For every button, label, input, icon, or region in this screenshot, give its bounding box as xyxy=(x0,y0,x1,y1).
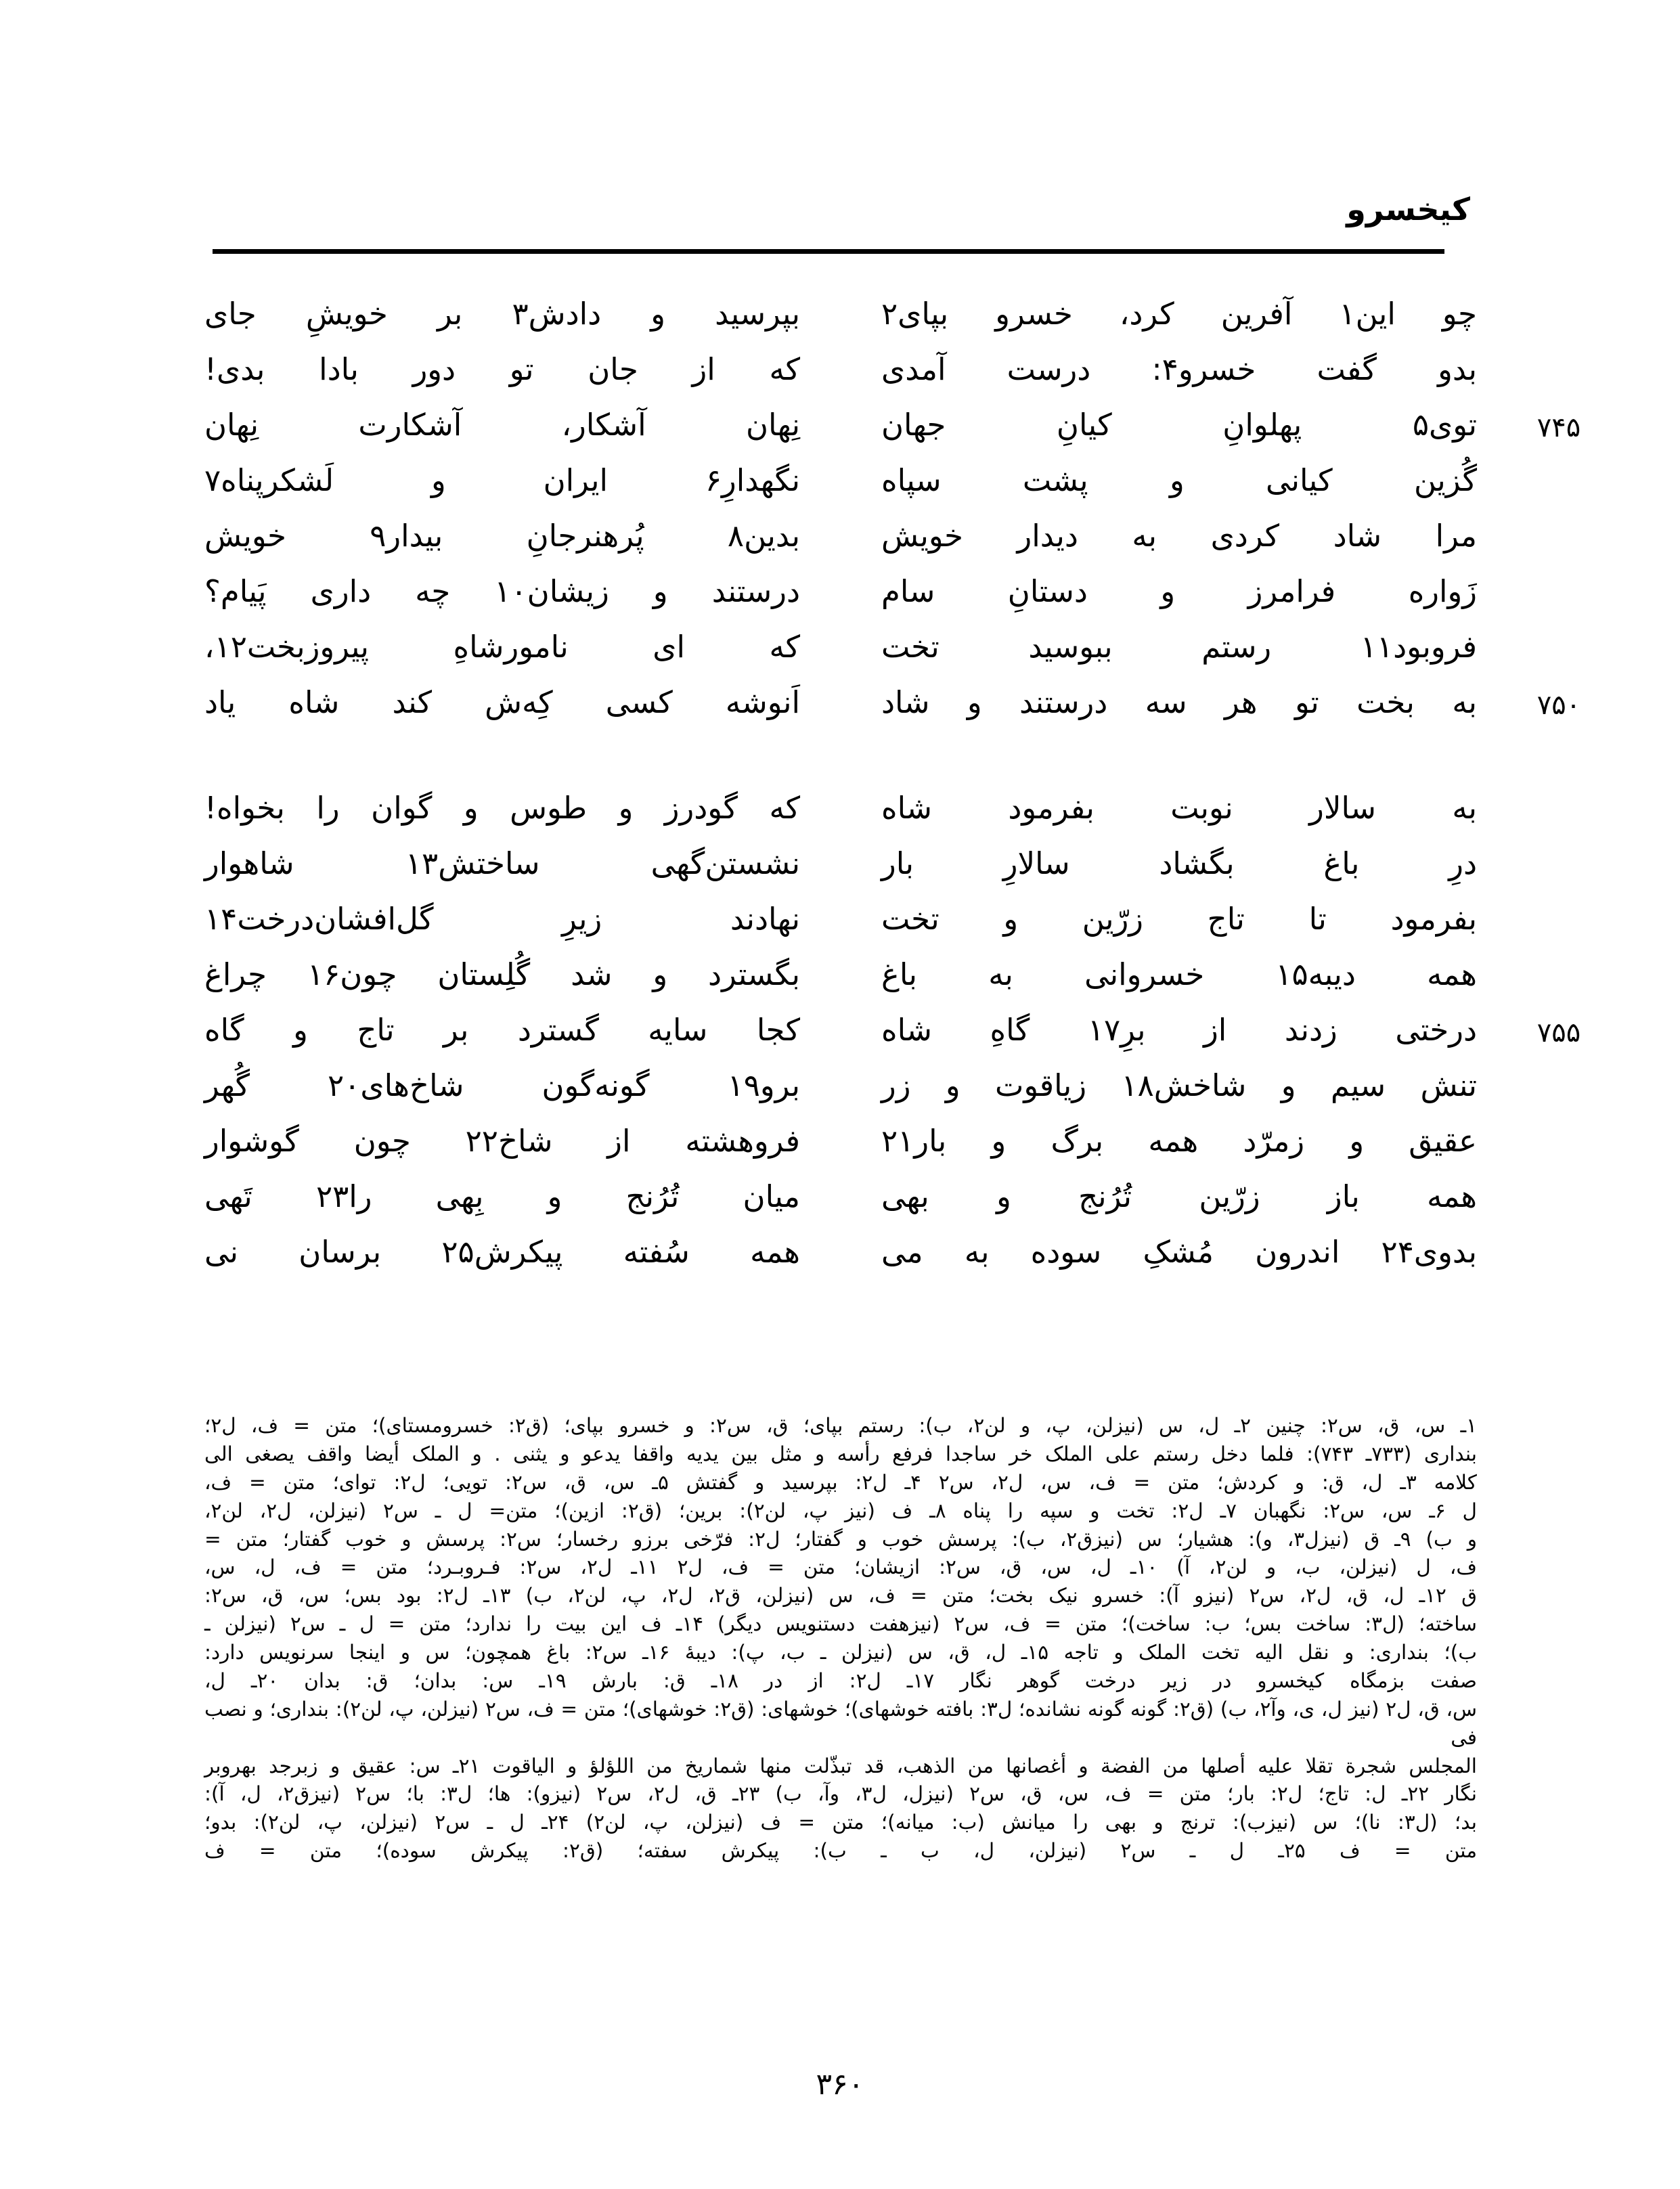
verse-number: ۷۵۰ xyxy=(1537,690,1581,721)
apparatus-line: ل ۶ـ س، س۲: نگهبان ۷ـ ل۲: تخت و سپه را پناه ۸ـ ف (نیز پ، لن۲): برین؛ (ق۲: ازین)؛ متن= ل ـ س۲ (نیز‌لن، ل۲، لن۲، xyxy=(204,1499,1477,1522)
verse-number: ۷۴۵ xyxy=(1537,412,1581,443)
hemistich-left: که از جان تو دور بادا بدی! xyxy=(204,351,800,387)
couplet xyxy=(191,903,1477,958)
hemistich-right: همه باز زرّین تُرُنج و بهی xyxy=(881,1178,1477,1214)
apparatus-line: المجلس شجرة تقلا علیه أصلها من الفضة و أغصانها من الذهب، قد تبذّلت منها شماریخ من اللؤلؤ و الیاقوت ۲۱ـ س: عقیق و زبرجد بهروبر xyxy=(204,1754,1477,1777)
hemistich-left: نهادند زیرِ گل‌افشان‌درخت۱۴ xyxy=(204,901,800,937)
critical-apparatus xyxy=(204,1412,1477,1865)
hemistich-right: توی۵ پهلوانِ کیانِ جهان xyxy=(881,407,1477,443)
apparatus-line: ق ۱۲ـ ل، ق، ل۲، س۲ (نیز‌و آ): خسرو نیک بخت؛ متن = ف، س (نیز‌لن، ق۲، ل۲، پ، لن۲، ب) ۱۳ـ ل۲: بود بس؛ س، ق، س۲: xyxy=(204,1584,1477,1608)
couplet xyxy=(191,1125,1477,1180)
couplet xyxy=(191,520,1477,575)
header-rule xyxy=(213,249,1444,254)
hemistich-left: که ای نامورشاهِ پیروزبخت۱۲، xyxy=(204,629,800,665)
apparatus-line: ب)؛ بنداری: و نقل الیه تخت الملک و تاجه ۱۵ـ ل، ق، س (نیز‌لن ـ ب، پ): دیبۀ ۱۶ـ س۲: باغ همچون؛ س و اینجا سرنویس دارد: xyxy=(204,1641,1477,1664)
hemistich-right: به سالار نوبت بفرمود شاه xyxy=(881,790,1477,826)
hemistich-left: اَنوشه کسی کِه‌ش کند شاه یاد xyxy=(204,684,800,720)
couplet xyxy=(191,1012,1581,1069)
verse-number: ۷۵۵ xyxy=(1537,1017,1581,1048)
hemistich-right: به بخت تو هر سه درستند و شاد xyxy=(881,684,1477,720)
stanza xyxy=(191,296,1581,742)
couplet xyxy=(191,1180,1477,1236)
apparatus-line: ۱ـ س، ق، س۲: چنین ۲ـ ل، س (نیز‌لن، پ، و لن۲، ب): رستم بپای؛ ق، س۲: و خسرو بپای؛ (ق۲: خسرو‌مستای)؛ متن = ف، ل۲؛ xyxy=(204,1414,1477,1437)
apparatus-line: ف، ل (نیز‌لن، ب، و لن۲، آ) ۱۰ـ ل، س، ق، س۲: ازیشان؛ متن = ف، ل۲ ۱۱ـ ل۲، س۲: فـروبـرد؛ متن = ف، ل، س، xyxy=(204,1555,1477,1579)
apparatus-line: ساخته؛ (ل۳: ساخت بس؛ ب: ساخت)؛ متن = ف، س۲ (نیز‌هفت دستنویس دیگر) ۱۴ـ ف این بیت را ندارد؛ متن = ل ـ س۲ (نیز‌لن ـ xyxy=(204,1612,1478,1636)
page-number: ۳۶۰ xyxy=(816,2067,864,2102)
hemistich-left: فروهشته از شاخ۲۲ چون گوشوار xyxy=(204,1123,800,1159)
hemistich-right: فروبود۱۱ رستم ببوسید تخت xyxy=(881,629,1477,665)
hemistich-right: درختی زدند از برِ۱۷ گاهِ شاه xyxy=(881,1012,1477,1048)
hemistich-right: بفرمود تا تاج زرّین و تخت xyxy=(881,901,1477,937)
hemistich-right: درِ باغ بگشاد سالارِ بار xyxy=(881,845,1477,881)
apparatus-line: س، ق، ل۲ (نیز ل، ی، وآ۲، ب) (ق۲: گونه گونه نشانده؛ ل۳: بافته خوشهای)؛ خوشهای: (ق۲: خوشهای)؛ متن = ف، س۲ (نیز‌لن، پ، لن۲): بنداری؛ و نصب فی xyxy=(204,1697,1477,1749)
couplet xyxy=(191,353,1477,409)
running-head: کیخسرو xyxy=(1346,191,1470,227)
apparatus-line: نگار ۲۲ـ ل: تاج؛ ل۲: بار؛ متن = ف، س، ق، س۲ (نیز‌ل، ل۳، وآ، ب) ۲۳ـ ق، ل۲، س۲ (نیز‌و): ها؛ ل۳: با؛ س۲ (نیز‌ق۲، ل، آ): xyxy=(204,1782,1477,1806)
hemistich-left: نگهدارِ۶ ایران و لَشکرپناه۷ xyxy=(204,462,800,498)
couplet xyxy=(191,575,1477,631)
hemistich-left: که گودرز و طوس و گوان را بخواه! xyxy=(204,790,800,826)
couplet xyxy=(191,1069,1477,1125)
stanza xyxy=(191,790,1581,1291)
hemistich-right: گُزین کیانی و پشت سپاه xyxy=(881,462,1477,498)
hemistich-right: همه دیبه۱۵ خسروانی به باغ xyxy=(881,956,1477,992)
hemistich-left: بگسترد و شد گُلِستان چون۱۶ چراغ xyxy=(204,956,801,992)
apparatus-line: بد؛ (ل۳: نا)؛ س (نیز‌ب): ترنج و بهی را میانش (ب: میانه)؛ متن = ف (نیز‌لن، پ، لن۲) ۲۴ـ ل ـ س۲ (نیز‌لن، پ، لن۲): بدو؛ xyxy=(204,1811,1478,1834)
hemistich-left: درستند و زیشان۱۰ چه داری پَیام؟ xyxy=(204,573,800,609)
hemistich-right: عقیق و زمرّد همه برگ و بار۲۱ xyxy=(881,1123,1477,1159)
hemistich-right: بدوی۲۴ اندرون مُشکِ سوده به می xyxy=(881,1234,1477,1270)
apparatus-line: کلامه ۳ـ ل، ق: و کردش؛ متن = ف، س، ل۲، س۲ ۴ـ ل۲: بپرسید و گفتش ۵ـ س، ق، س۲: تویی؛ ل۲: توای؛ متن = ف، xyxy=(204,1470,1477,1494)
hemistich-left: برو۱۹ گونه‌گون شاخ‌های۲۰ گُهر xyxy=(204,1067,800,1103)
couplet xyxy=(191,407,1581,464)
verse-area xyxy=(191,296,1581,1342)
apparatus-line: صفت بزمگاه کیخسرو در زیر درخت گوهر نگار ۱۷ـ ل۲: از در ۱۸ـ ق: بارش ۱۹ـ س: بدان؛ ق: بدان ۲۰ـ ل، xyxy=(204,1668,1477,1692)
hemistich-left: نِهان آشکار، آشکارت نِهان xyxy=(204,407,800,443)
couplet xyxy=(191,792,1477,847)
apparatus-line: بنداری (۷۳۳ـ ۷۴۳): فلما دخل رستم علی الملک خر ساجدا فرفع رأسه و مثل بین یدیه واقفا یدعو و یثنی . و الملک أیضا واقف یصغی الی xyxy=(204,1442,1478,1465)
couplet xyxy=(191,464,1477,520)
apparatus-line: و ب) ۹ـ ق (نیز‌ل۳، و): هشیار؛ س (نیز‌ق۲، ب): پرسش خوب و گفتار؛ ل۲: فرّخی برزو رخسار؛ س۲: پرسش و خوب گفتار؛ متن = xyxy=(204,1527,1477,1551)
couplet xyxy=(191,1236,1477,1291)
hemistich-right: چو این۱ آفرین کرد، خسرو بپای۲ xyxy=(881,296,1478,332)
hemistich-right: زَواره فرامرز و دستانِ سام xyxy=(881,573,1477,609)
hemistich-left: نشستن‌گهی ساختش۱۳ شاهوار xyxy=(204,845,800,881)
hemistich-left: میان تُرُنج و بِهی را۲۳ تَهی xyxy=(204,1178,801,1214)
apparatus-line: متن = ف ۲۵ـ ل ـ س۲ (نیز‌لن، ل، ب ـ ب): پیکرش سفته؛ (ق۲: پیکرش سوده)؛ متن = ف xyxy=(204,1839,1477,1863)
hemistich-left: بپرسید و دادش۳ بر خویشِ جای xyxy=(204,296,800,332)
couplet xyxy=(191,958,1477,1014)
hemistich-left: همه سُفته پیکرش۲۵ برسان نی xyxy=(204,1234,800,1270)
hemistich-right: تنش سیم و شاخش۱۸ زیاقوت و زر xyxy=(881,1067,1477,1103)
couplet xyxy=(191,631,1477,686)
couplet xyxy=(191,684,1581,742)
hemistich-right: مرا شاد کردی به دیدار خویش xyxy=(881,518,1477,554)
hemistich-left: کجا سایه گسترد بر تاج و گاه xyxy=(204,1012,800,1048)
couplet xyxy=(191,298,1477,353)
couplet xyxy=(191,847,1477,903)
hemistich-left: بدین۸ پُرهنرجانِ بیدار۹ خویش xyxy=(204,518,800,554)
hemistich-right: بدو گفت خسرو۴: درست آمدی xyxy=(881,351,1477,387)
